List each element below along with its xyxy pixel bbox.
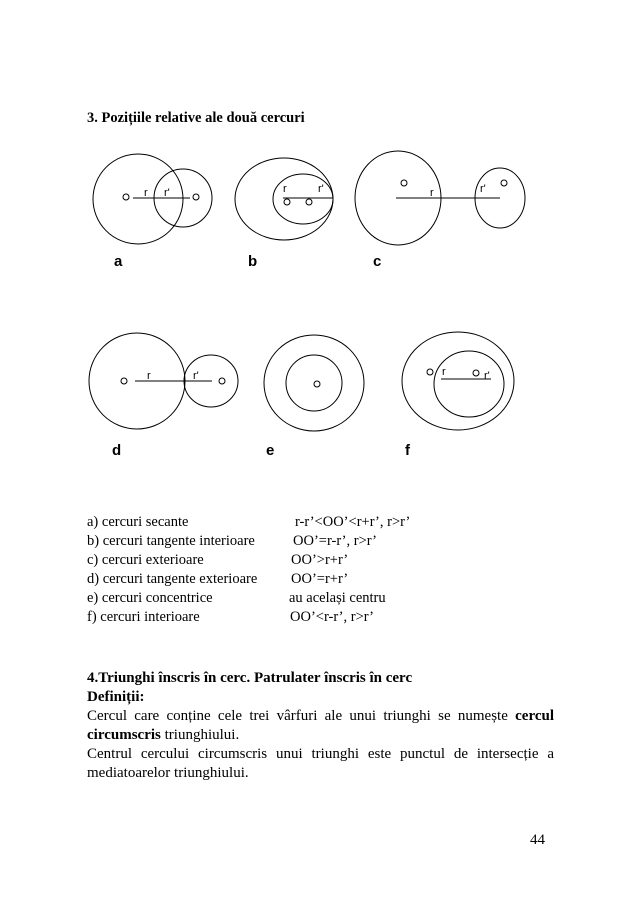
fig-b-label-r-prime: r' <box>318 183 324 195</box>
fig-c-label-r: r <box>430 187 434 199</box>
section-4-title: 4.Triunghi înscris în cerc. Patrulater înscris în cerc <box>87 670 413 686</box>
fig-b-caption: b <box>248 253 258 270</box>
fig-b-label-r: r <box>283 183 287 195</box>
figure-f <box>402 332 514 459</box>
fig-f-caption: f <box>405 442 410 459</box>
figure-e <box>264 335 364 459</box>
figure-a <box>93 154 212 270</box>
fig-d-label-r-prime: r' <box>193 370 199 382</box>
fig-a-label-r-prime: r' <box>164 187 170 199</box>
fig-c-label-r-prime: r' <box>480 183 486 195</box>
definition-paragraph-1 <box>87 707 554 745</box>
position-name: d) cercuri tangente exterioare <box>87 571 258 587</box>
position-relation: OO’>r+r’ <box>291 552 349 568</box>
position-relation: r-r’<OO’<r+r’, r>r’ <box>295 514 411 530</box>
definitions-label: Definiții: <box>87 689 145 705</box>
position-relation: OO’=r+r’ <box>291 571 349 587</box>
figure-b <box>235 158 333 270</box>
fig-f-label-r-prime: r' <box>484 370 490 382</box>
section-3-title: 3. Pozițiile relative ale două cercuri <box>87 110 305 126</box>
definition-1-term: cercul circumscris <box>87 708 555 743</box>
position-name: b) cercuri tangente interioare <box>87 533 255 549</box>
fig-f-label-r: r <box>442 366 446 378</box>
page-number: 44 <box>530 832 545 848</box>
fig-d-label-r: r <box>147 370 151 382</box>
position-name: e) cercuri concentrice <box>87 590 213 606</box>
fig-a-label-r: r <box>144 187 148 199</box>
definition-1-end: triunghiului. <box>160 727 240 743</box>
position-relation: OO’=r-r’, r>r’ <box>293 533 377 549</box>
position-name: c) cercuri exterioare <box>87 552 204 568</box>
fig-d-caption: d <box>112 442 122 459</box>
position-relation: au același centru <box>289 590 386 606</box>
position-name: a) cercuri secante <box>87 514 189 530</box>
figure-c <box>355 151 525 270</box>
position-name: f) cercuri interioare <box>87 609 200 625</box>
fig-a-caption: a <box>114 253 123 270</box>
section-4 <box>87 669 554 783</box>
definition-1-start: Cercul care conține cele trei vârfuri ale unui triunghi se numește <box>87 708 508 724</box>
position-relation: OO’<r-r’, r>r’ <box>290 609 374 625</box>
definition-paragraph-2: Centrul cercului circumscris unui triunghi este punctul de intersecție a mediatoarelor triunghiului. <box>87 746 554 781</box>
fig-e-caption: e <box>266 442 275 459</box>
figure-d <box>89 333 238 459</box>
fig-c-caption: c <box>373 253 382 270</box>
